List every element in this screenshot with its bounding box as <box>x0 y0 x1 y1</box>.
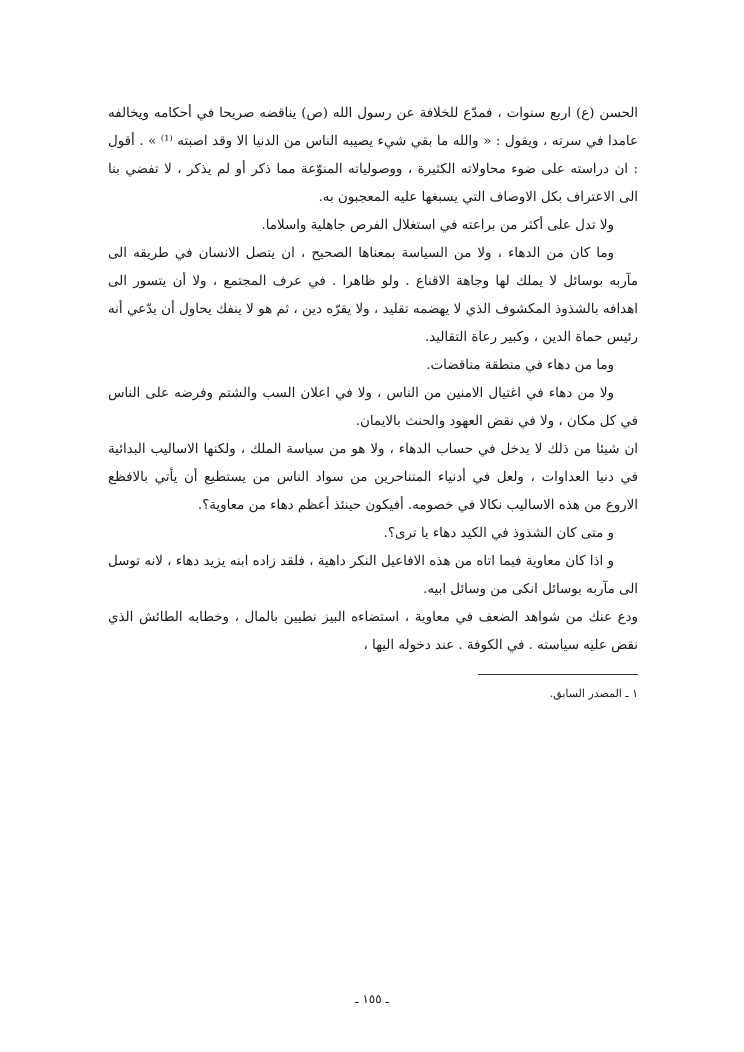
paragraph-5: ولا من دهاء في اغتيال الامنين من الناس ، ولا في اعلان السب والشتم وفرضه على الناس في كل مكان ، ولا في نقض العهود والحنث بالايمان. <box>108 386 638 429</box>
paragraph-7: و متى كان الشذوذ في الكيد دهاء يا ترى؟. <box>383 526 614 541</box>
paragraph-9: ودع عنك من شواهد الضعف في معاوية ، استضاءه البيز نطيين بالمال ، وخطابه الطائش الذي نقض عليه سياسته . في الكوفة . عند دخوله اليها ، <box>108 610 638 653</box>
paragraph-8: و اذا كان معاوية فيما اتاه من هذه الافاعيل النكر داهية ، فلقد زاده ابنه يزيد دهاء ، لانه توسل الى مآربه بوسائل انكى من وسائل ابيه. <box>108 554 638 597</box>
page-body <box>108 100 638 703</box>
paragraph-1: الحسن (ع) اربع سنوات ، فمدّع للخلافة عن رسول الله (ص) يناقضه صريحا في أحكامه ويخالفه عامدا في سرته ، ويقول : « والله ما بقي شيء يصيبه الناس من الدنيا الا وقد اصبته ⁽¹⁾ » . أقول : ان دراسته على ضوء محاولاته الكثيرة ، ووصولياته المنوّعة مما ذكر أو لم يذكر ، لا تفضي بنا الى الاعتراف بكل الاوصاف التي يسبغها عليه المعجبون به. <box>108 106 638 205</box>
paragraph-3: وما كان من الدهاء ، ولا من السياسة بمعناها الصحيح ، ان يتصل الانسان في طريقه الى مآربه بوسائل لا يملك لها وجاهة الاقناع . ولو ظاهرا . في عرف المجتمع ، ولا أن يتسور الى اهدافه بالشذوذ المكشوف الذي لا يهضمه تقليد ، ولا يقرّه دين ، ثم هو لا ينفك يحاول أن يدّعي أنه رئيس حماة الدين ، وكبير رعاة التقاليد. <box>108 246 638 345</box>
paragraph-2: ولا تدل على أكثر من براعته في استغلال الفرص جاهلية واسلاما. <box>261 218 614 233</box>
paragraph-6: ان شيئا من ذلك لا يدخل في حساب الدهاء ، ولا هو من سياسة الملك ، ولكنها الاساليب البدائية في دنيا العداوات ، ولعل في أدنياء المتناحرين من سواد الناس من يستطيع أن يأتي بالافظع الاروع من هذه الاساليب نكالا في خصومه. أفيكون حينئذ أعظم دهاء من معاوية؟. <box>108 442 638 513</box>
paragraph-4: وما من دهاء في منطقة مناقضات. <box>426 358 614 373</box>
footnote: ١ ـ المصدر السابق. <box>549 687 638 700</box>
footnote-divider <box>478 674 638 675</box>
page-number: ـ ١٥٥ ـ <box>354 992 390 1006</box>
